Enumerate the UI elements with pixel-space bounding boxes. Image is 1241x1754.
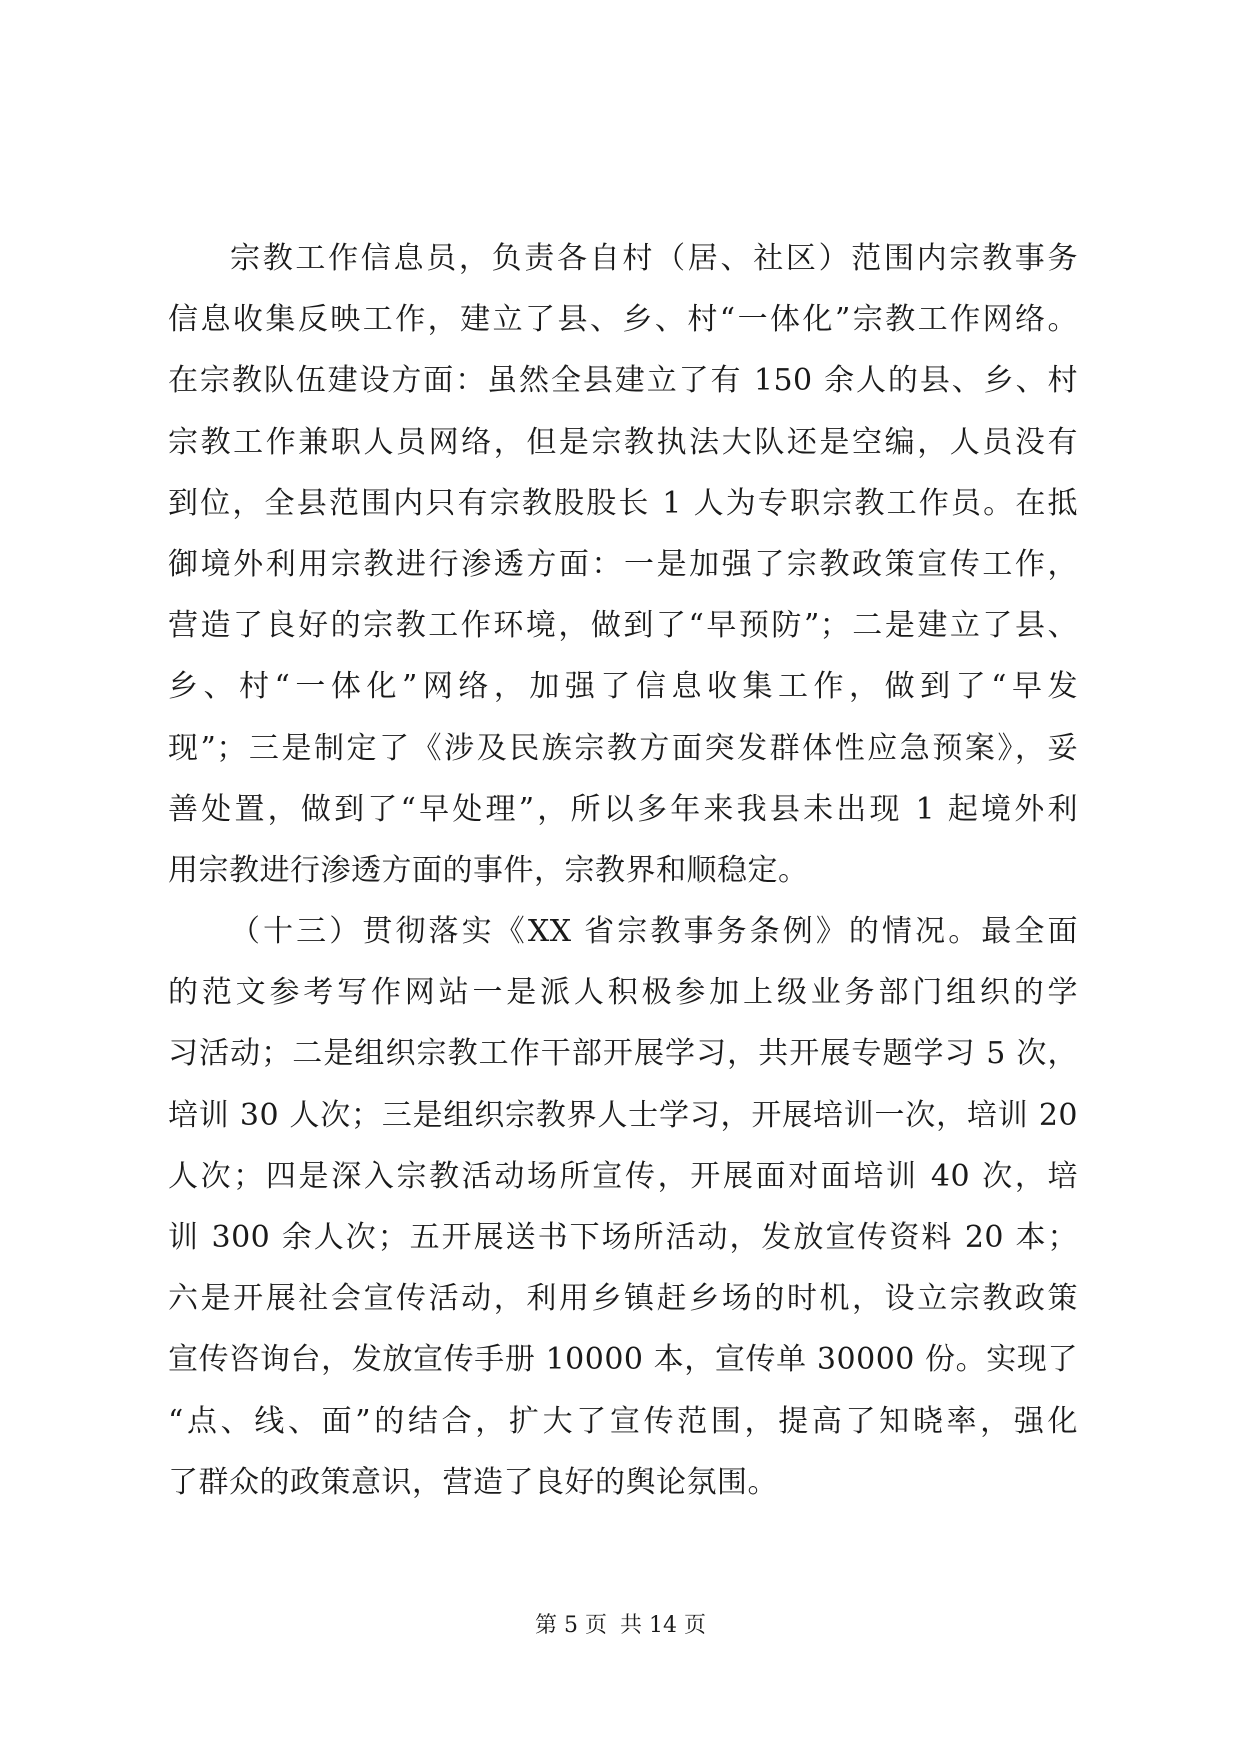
text-line: 的范文参考写作网站一是派人积极参加上级业务部门组织的学 <box>168 975 1078 1011</box>
text-line: （十三）贯彻落实《XX 省宗教事务条例》的情况。最全面 <box>230 914 1078 950</box>
text-line: 宗教工作兼职人员网络，但是宗教执法大队还是空编，人员没有 <box>168 424 1078 460</box>
text-line: 人次；四是深入宗教活动场所宣传，开展面对面培训 40 次，培 <box>168 1158 1078 1194</box>
page-footer <box>0 1608 1241 1639</box>
text-line: 营造了良好的宗教工作环境，做到了“早预防”；二是建立了县、 <box>168 608 1078 644</box>
text-line: 六是开展社会宣传活动，利用乡镇赶乡场的时机，设立宗教政策 <box>168 1281 1078 1317</box>
text-line: “点、线、面”的结合，扩大了宣传范围，提高了知晓率，强化 <box>168 1403 1078 1439</box>
text-line: 善处置，做到了“早处理”，所以多年来我县未出现 1 起境外利 <box>168 791 1078 827</box>
page-total: 共 14 页 <box>620 1613 706 1638</box>
text-line: 现”；三是制定了《涉及民族宗教方面突发群体性应急预案》，妥 <box>168 730 1078 766</box>
text-line: 宗教工作信息员，负责各自村（居、社区）范围内宗教事务 <box>230 241 1078 276</box>
document-body <box>168 228 1078 1513</box>
text-line: 乡、村“一体化”网络，加强了信息收集工作，做到了“早发 <box>168 669 1078 705</box>
text-line: 御境外利用宗教进行渗透方面：一是加强了宗教政策宣传工作， <box>168 546 1078 582</box>
text-line: 到位，全县范围内只有宗教股股长 1 人为专职宗教工作员。在抵 <box>168 485 1078 521</box>
text-line: 信息收集反映工作，建立了县、乡、村“一体化”宗教工作网络。 <box>168 302 1078 338</box>
paragraph-2 <box>168 901 1078 1513</box>
text-line: 用宗教进行渗透方面的事件，宗教界和顺稳定。 <box>168 852 809 888</box>
text-line: 在宗教队伍建设方面：虽然全县建立了有 150 余人的县、乡、村 <box>168 363 1078 399</box>
text-line: 了群众的政策意识，营造了良好的舆论氛围。 <box>168 1464 778 1500</box>
text-line: 训 300 余人次；五开展送书下场所活动，发放宣传资料 20 本； <box>168 1220 1078 1255</box>
paragraph-1 <box>168 228 1078 901</box>
text-line: 培训 30 人次；三是组织宗教界人士学习，开展培训一次，培训 20 <box>168 1097 1078 1133</box>
page-number: 第 5 页 <box>535 1613 607 1638</box>
text-line: 宣传咨询台，发放宣传手册 10000 本，宣传单 30000 份。实现了 <box>168 1342 1078 1378</box>
text-line: 习活动；二是组织宗教工作干部开展学习，共开展专题学习 5 次， <box>168 1036 1078 1072</box>
